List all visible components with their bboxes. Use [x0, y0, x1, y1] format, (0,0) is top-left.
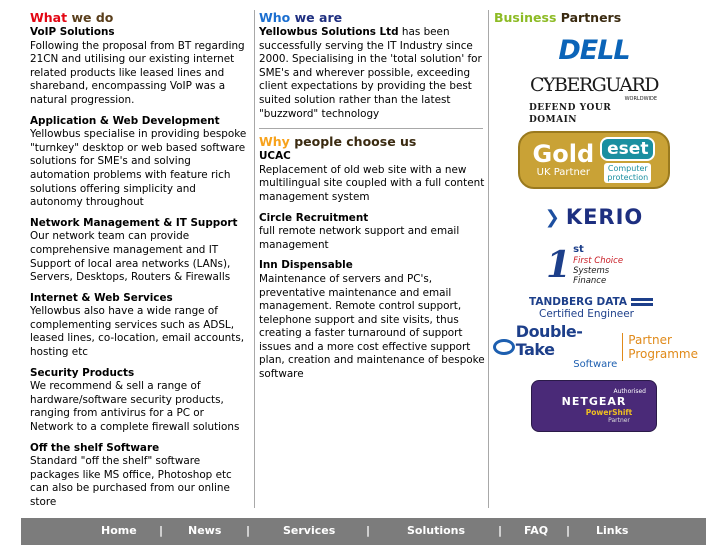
column-divider [488, 10, 489, 508]
tandberg-stripes-icon [631, 298, 653, 306]
service-description: Our network team can provide comprehensive management and IT Support of local area networks (LANs), Servers, Desktops, Routers & Firewalls [30, 230, 231, 284]
nav-link-links[interactable]: Links [596, 524, 629, 537]
why-choose-heading: Why people choose us [259, 134, 417, 150]
client-testimonial: Maintenance of servers and PC's, preventative maintenance and email management. Remote control support, telephone support and site visits, thus creating a faster turnaround of support issues and a more cost effective support plan, creation and maintenance of bespoke software [259, 272, 485, 381]
first-choice-logo[interactable]: 1 st First Choice Systems Finance [546, 244, 624, 286]
client-testimonial: full remote network support and email management [259, 225, 460, 251]
nav-separator: | [246, 524, 251, 537]
nav-separator: | [498, 524, 503, 537]
tandberg-data-logo[interactable]: TANDBERG DATA Certified Engineer [529, 295, 659, 321]
cyberguard-logo[interactable]: CYBERGUARD WORLDWIDE DEFEND YOUR DOMAIN [529, 74, 659, 125]
partners-column [494, 10, 704, 26]
double-take-partner-logo[interactable]: Double-Take Software Partner Programme [493, 330, 698, 364]
testimonials-list [259, 150, 487, 382]
nav-separator: | [366, 524, 371, 537]
service-title[interactable]: Security Products [30, 366, 135, 379]
service-description: Following the proposal from BT regarding 21CN and utilising our existing internet related products like leased lines and shareband, encompassing VoIP was a natural progression. [30, 39, 245, 106]
client-name: UCAC [259, 150, 291, 163]
dell-logo[interactable]: DELL [558, 35, 630, 67]
company-name: Yellowbus Solutions Ltd [259, 26, 399, 38]
section-divider [259, 128, 483, 129]
partners-heading: Business Partners [494, 10, 622, 25]
service-description: Standard "off the shelf" software packages like MS office, Photoshop etc can also be purchased from our online store [30, 455, 232, 508]
what-we-do-column [30, 10, 250, 510]
footer-nav-bar [21, 518, 706, 545]
netgear-powershift-logo[interactable]: Authorised NETGEAR PowerShift Partner [531, 380, 657, 432]
who-we-are-heading: Who we are [259, 10, 343, 25]
service-title[interactable]: Application & Web Development [30, 114, 220, 127]
eset-gold-partner-logo[interactable]: Gold UK Partner eset Computer protection [518, 131, 670, 189]
what-we-do-heading: What we do [30, 10, 114, 25]
who-we-are-column [259, 10, 487, 389]
kerio-chevron-icon: ❯ [544, 207, 560, 229]
double-take-swirl-icon [493, 339, 515, 355]
client-name: Inn Dispensable [259, 259, 353, 272]
nav-separator: | [159, 524, 164, 537]
service-title[interactable]: Off the shelf Software [30, 441, 160, 454]
nav-link-solutions[interactable]: Solutions [407, 524, 466, 537]
nav-link-faq[interactable]: FAQ [524, 524, 549, 537]
services-list [30, 26, 250, 510]
client-name: Circle Recruitment [259, 211, 369, 224]
eset-tagline: Computer protection [604, 163, 651, 183]
service-description: Yellowbus specialise in providing bespoke "turnkey" desktop or web based software solutions for SME's and solving automation problems with feature rich solutions offering simplicity and autonomy throughout [30, 128, 247, 209]
service-description: We recommend & sell a range of hardware/software security products, ranging from antivirus for a PC or Network to a complete firewall solutions [30, 380, 240, 434]
company-intro: Yellowbus Solutions Ltd has been successfully serving the IT Industry since 2000. Specialising in the 'total solution' for SME's and wherever possible, exceeding client expectations by providing the best suited solution rather than the latest "buzzword" technology [259, 26, 482, 120]
service-title[interactable]: VoIP Solutions [30, 26, 115, 38]
service-title[interactable]: Internet & Web Services [30, 291, 173, 304]
nav-link-services[interactable]: Services [283, 524, 336, 537]
partner-divider [622, 333, 623, 361]
nav-link-news[interactable]: News [188, 524, 222, 537]
service-description: Yellowbus also have a wide range of complementing services such as ADSL, leased lines, co-location, email accounts, hosting etc [30, 305, 245, 359]
column-divider [254, 10, 255, 508]
nav-separator: | [566, 524, 571, 537]
nav-link-home[interactable]: Home [101, 524, 137, 537]
kerio-logo[interactable]: ❯ KERIO [544, 205, 644, 230]
service-title[interactable]: Network Management & IT Support [30, 216, 238, 229]
client-testimonial: Replacement of old web site with a new multilingual site coupled with a full content management system [259, 163, 485, 203]
